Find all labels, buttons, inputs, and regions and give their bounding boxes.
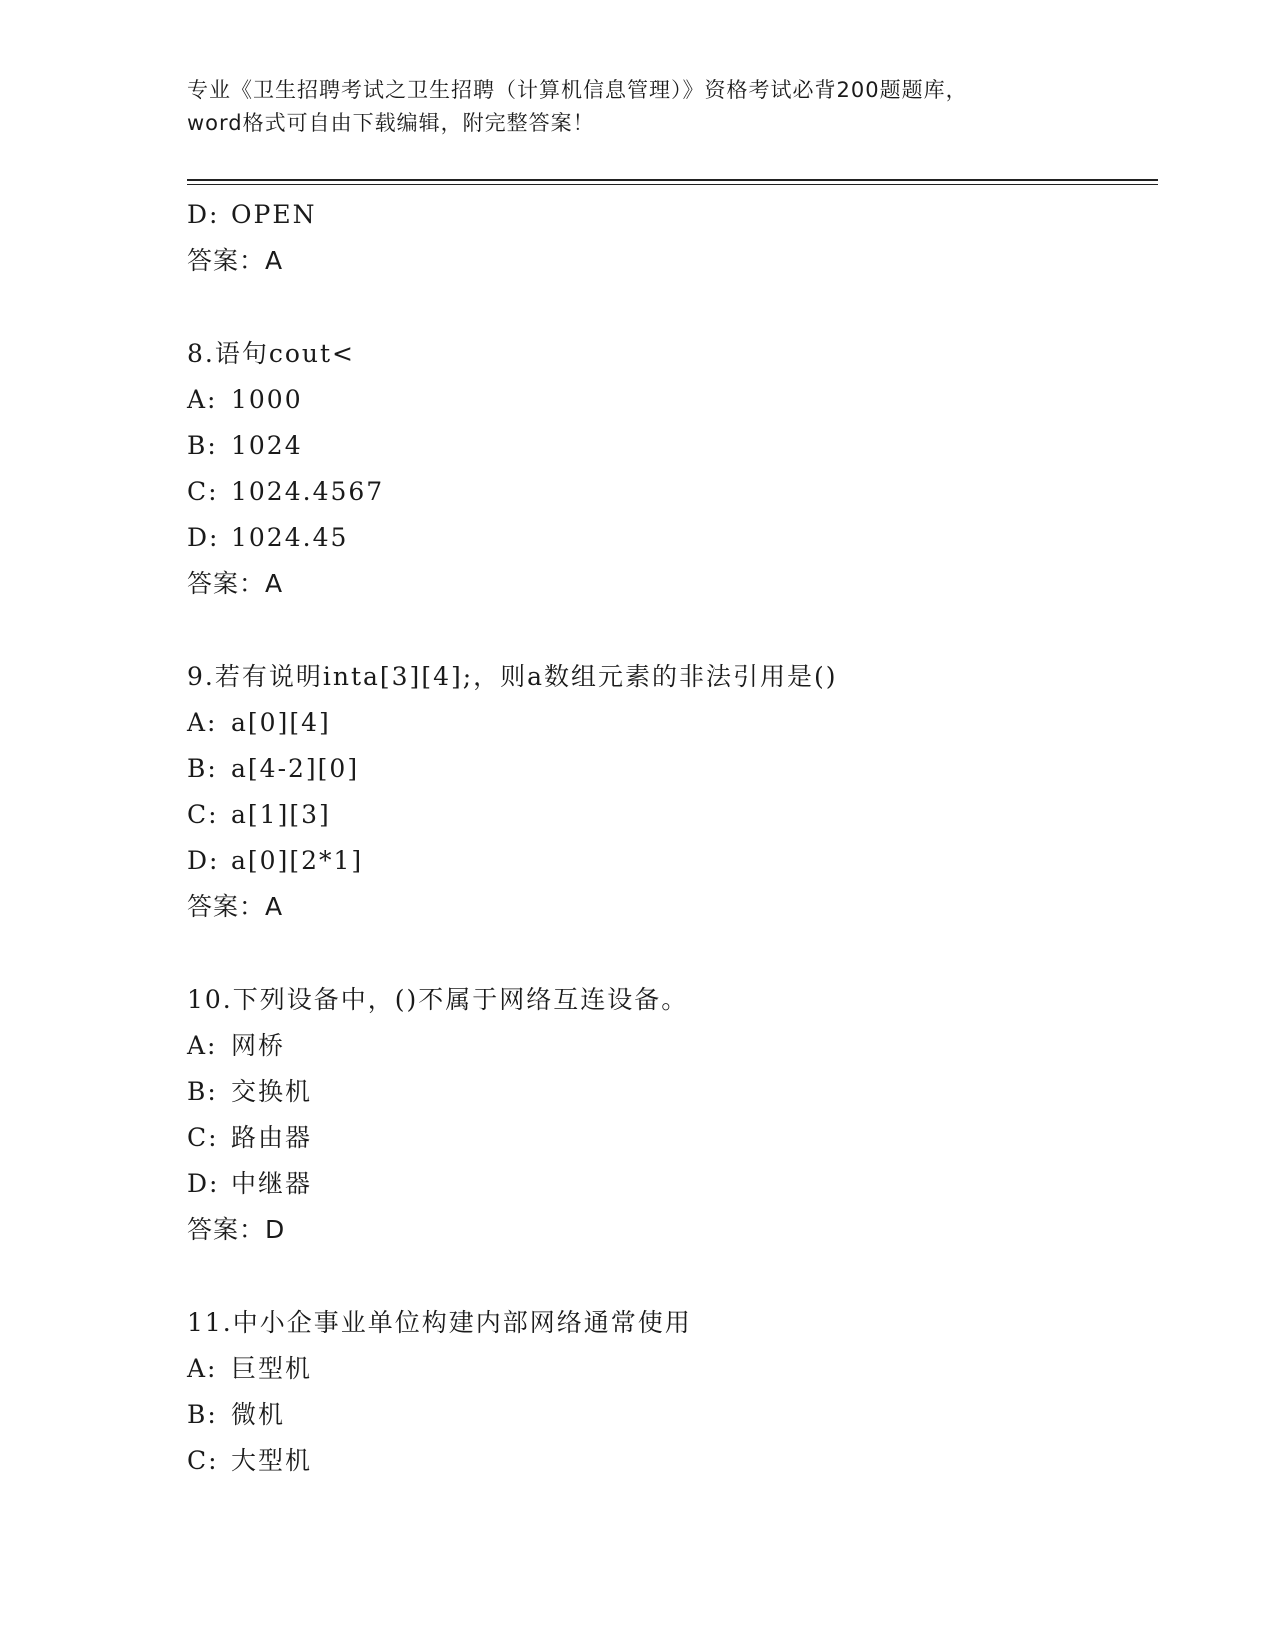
option-a (187, 377, 1147, 423)
option-d (187, 1161, 1147, 1207)
option-c (187, 1438, 1147, 1484)
option-c (187, 1115, 1147, 1161)
option-letter: B: (187, 1077, 218, 1106)
option-letter: A: (187, 1354, 218, 1383)
option-text: 巨型机 (231, 1354, 313, 1383)
option-text: 大型机 (231, 1446, 313, 1475)
option-letter: B: (187, 754, 218, 783)
option-text: OPEN (231, 200, 317, 229)
option-text: a[4-2][0] (231, 754, 360, 783)
option-text: a[0][2*1] (231, 846, 364, 875)
option-letter: D: (187, 1169, 220, 1198)
header-title-line2: word格式可自由下载编辑，附完整答案！ (187, 111, 595, 135)
header-divider-thick (187, 179, 1158, 181)
option-text: 交换机 (231, 1077, 313, 1106)
option-d (187, 515, 1147, 561)
question-11 (187, 1300, 1147, 1484)
option-letter: B: (187, 1400, 218, 1429)
answer-line: 答案：D (187, 1215, 286, 1244)
header-title-line1: 专业《卫生招聘考试之卫生招聘（计算机信息管理）》资格考试必背200题题库， (187, 78, 968, 102)
question-stem: 9.若有说明inta[3][4];，则a数组元素的非法引用是() (187, 662, 838, 691)
option-letter: C: (187, 1446, 219, 1475)
question-8 (187, 331, 1147, 607)
option-text: 1000 (231, 385, 303, 414)
option-d (187, 192, 1147, 238)
option-letter: C: (187, 477, 219, 506)
option-letter: A: (187, 1031, 218, 1060)
header-divider-thin (187, 184, 1158, 185)
option-letter: A: (187, 385, 218, 414)
option-letter: B: (187, 431, 218, 460)
option-letter: A: (187, 708, 218, 737)
question-9 (187, 654, 1147, 930)
question-stem: 10.下列设备中，()不属于网络互连设备。 (187, 985, 689, 1014)
question-stem: 8.语句cout< (187, 339, 356, 368)
option-b (187, 1069, 1147, 1115)
option-text: 1024 (231, 431, 303, 460)
question-7-continued (187, 192, 1147, 284)
question-stem: 11.中小企事业单位构建内部网络通常使用 (187, 1308, 692, 1337)
option-a (187, 1023, 1147, 1069)
option-c (187, 792, 1147, 838)
option-text: 中继器 (231, 1169, 313, 1198)
option-a (187, 1346, 1147, 1392)
option-letter: C: (187, 1123, 219, 1152)
option-a (187, 700, 1147, 746)
option-letter: C: (187, 800, 219, 829)
document-header (187, 74, 1087, 140)
option-letter: D: (187, 200, 220, 229)
option-b (187, 746, 1147, 792)
option-text: 1024.45 (231, 523, 349, 552)
option-b (187, 423, 1147, 469)
option-text: a[1][3] (231, 800, 331, 829)
option-b (187, 1392, 1147, 1438)
answer-line: 答案：A (187, 569, 284, 598)
answer-line: 答案：A (187, 892, 284, 921)
option-text: 1024.4567 (231, 477, 385, 506)
option-letter: D: (187, 846, 220, 875)
option-text: 路由器 (231, 1123, 313, 1152)
answer-line: 答案：A (187, 246, 284, 275)
option-letter: D: (187, 523, 220, 552)
question-10 (187, 977, 1147, 1253)
option-text: a[0][4] (231, 708, 331, 737)
question-list (187, 192, 1147, 1484)
option-c (187, 469, 1147, 515)
option-text: 微机 (231, 1400, 286, 1429)
option-d (187, 838, 1147, 884)
option-text: 网桥 (231, 1031, 286, 1060)
